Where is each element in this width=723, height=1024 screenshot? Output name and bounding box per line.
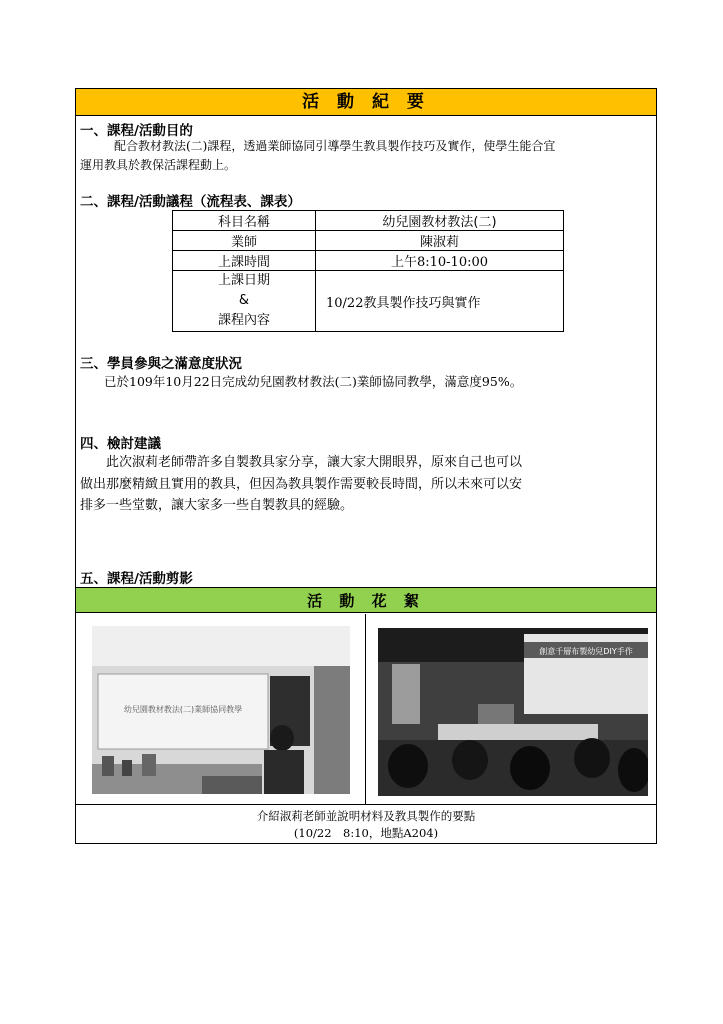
- teacher-label: 業師: [173, 231, 316, 251]
- purpose-line-1: 配合教材教法(二)課程，透過業師協同引導學生教具製作技巧及實作，使學生能合宜: [114, 139, 556, 153]
- time-value: 上午8:10-10:00: [316, 251, 564, 271]
- section-satisfaction-heading: 三、學員參與之滿意度狀況: [80, 356, 242, 372]
- table-row: [173, 211, 564, 231]
- section-purpose-text: [80, 137, 652, 175]
- review-line-1: 此次淑莉老師帶許多自製教具家分享，讓大家大開眼界，原來自己也可以: [106, 455, 523, 470]
- time-label: 上課時間: [173, 251, 316, 271]
- table-row: [173, 271, 564, 332]
- date-label-3: 課程內容: [217, 313, 270, 328]
- purpose-line-2: 運用教具於教保活課程動上。: [80, 158, 237, 172]
- subject-value: 幼兒園教材教法(二): [316, 211, 564, 231]
- photo-cell-left: [76, 614, 366, 804]
- table-row: [173, 231, 564, 251]
- right-screen-text: 創意千層布製幼兒DIY手作: [539, 647, 633, 656]
- caption-line-2: (10/22 8:10，地點A204): [293, 826, 439, 840]
- review-line-2: 做出那麼精緻且實用的教具，但因為教具製作需要較長時間，所以未來可以安: [80, 476, 523, 492]
- review-line-3: 排多一些堂數，讓大家多一些自製教具的經驗。: [80, 498, 354, 513]
- photo-caption: [76, 804, 656, 843]
- subject-label: 科目名稱: [173, 211, 316, 231]
- date-label-2: &: [238, 293, 250, 308]
- course-table: [172, 210, 564, 332]
- caption-line-1: 介紹淑莉老師並說明材料及教具製作的要點: [256, 809, 476, 823]
- classroom-photo-right: [378, 628, 648, 796]
- section-agenda-heading: 二、課程/活動議程（流程表、課表）: [80, 194, 301, 210]
- photo-cell-right: [366, 614, 657, 804]
- photo-section-bar: 活 動 花 絮: [76, 587, 656, 613]
- date-label-1: 上課日期: [217, 273, 270, 288]
- section-satisfaction-text: 已於109年10月22日完成幼兒園教材教法(二)業師協同教學，滿意度95%。: [104, 374, 523, 389]
- section-review-text: [80, 452, 654, 517]
- left-screen-text: 幼兒園教材教法(二)業師協同教學: [123, 705, 243, 714]
- section-purpose-heading: 一、課程/活動目的: [80, 123, 193, 139]
- date-content-label: [173, 271, 316, 332]
- teacher-value: 陳淑莉: [316, 231, 564, 251]
- table-row: [173, 251, 564, 271]
- page-title: 活 動 紀 要: [76, 89, 656, 116]
- activity-record-frame: [75, 88, 657, 844]
- classroom-photo-left: [92, 626, 350, 794]
- date-content-value: 10/22教具製作技巧與實作: [316, 271, 564, 332]
- section-photos-heading: 五、課程/活動剪影: [80, 571, 193, 587]
- section-review-heading: 四、檢討建議: [80, 436, 161, 452]
